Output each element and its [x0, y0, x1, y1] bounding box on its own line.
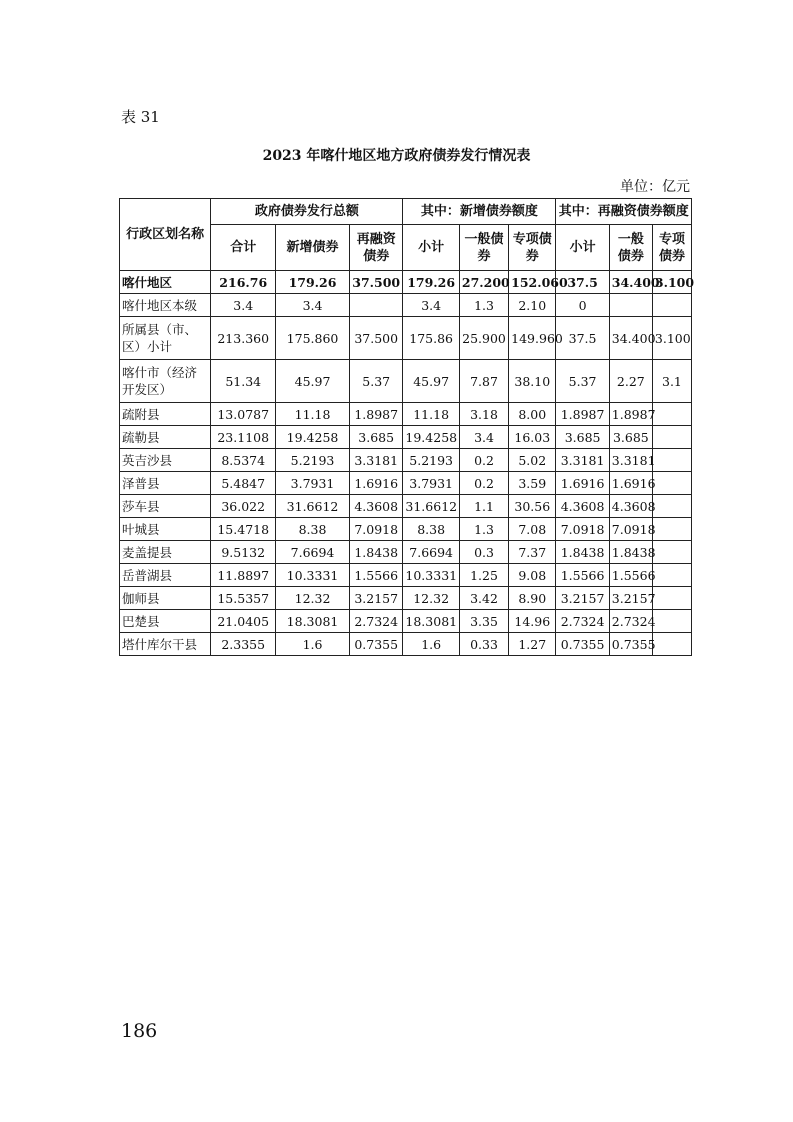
- value-cell: 1.6: [403, 633, 459, 656]
- value-cell: 3.2157: [556, 587, 609, 610]
- value-cell: 3.4: [211, 294, 276, 317]
- value-cell: 4.3608: [609, 495, 652, 518]
- value-cell: 7.0918: [349, 518, 402, 541]
- value-cell: [609, 294, 652, 317]
- table-row: [120, 518, 692, 541]
- value-cell: 15.5357: [211, 587, 276, 610]
- value-cell: 0.3: [459, 541, 508, 564]
- value-cell: [652, 564, 691, 587]
- value-cell: 16.03: [509, 426, 556, 449]
- value-cell: 45.97: [276, 360, 350, 403]
- value-cell: 3.35: [459, 610, 508, 633]
- value-cell: 1.6916: [349, 472, 402, 495]
- value-cell: 2.7324: [349, 610, 402, 633]
- value-cell: 5.4847: [211, 472, 276, 495]
- value-cell: 5.2193: [403, 449, 459, 472]
- header-new-special: 专项债券: [509, 225, 556, 271]
- value-cell: 4.3608: [349, 495, 402, 518]
- value-cell: 1.5566: [349, 564, 402, 587]
- value-cell: 3.685: [609, 426, 652, 449]
- value-cell: 37.5: [556, 317, 609, 360]
- value-cell: [652, 518, 691, 541]
- value-cell: 3.100: [652, 271, 691, 294]
- table-row: [120, 541, 692, 564]
- table-row: [120, 271, 692, 294]
- region-name-cell: 巴楚县: [120, 610, 211, 633]
- value-cell: 2.27: [609, 360, 652, 403]
- value-cell: 3.3181: [609, 449, 652, 472]
- value-cell: 1.6: [276, 633, 350, 656]
- value-cell: 5.37: [556, 360, 609, 403]
- value-cell: 11.18: [403, 403, 459, 426]
- value-cell: 1.25: [459, 564, 508, 587]
- value-cell: 179.26: [403, 271, 459, 294]
- value-cell: 23.1108: [211, 426, 276, 449]
- table-body: [120, 271, 695, 656]
- value-cell: 7.08: [509, 518, 556, 541]
- value-cell: 21.0405: [211, 610, 276, 633]
- table-row: [120, 294, 692, 317]
- value-cell: 3.100: [652, 317, 691, 360]
- region-name-cell: 喀什地区本级: [120, 294, 211, 317]
- value-cell: 19.4258: [276, 426, 350, 449]
- value-cell: 7.0918: [609, 518, 652, 541]
- header-group-total: 政府债券发行总额: [211, 199, 403, 225]
- header-group-refi: 其中：再融资债券额度: [556, 199, 692, 225]
- value-cell: [349, 294, 402, 317]
- header-new-general: 一般债券: [459, 225, 508, 271]
- value-cell: 1.5566: [609, 564, 652, 587]
- value-cell: 7.87: [459, 360, 508, 403]
- value-cell: 13.0787: [211, 403, 276, 426]
- value-cell: [652, 495, 691, 518]
- value-cell: 175.860: [276, 317, 350, 360]
- table-row: [120, 495, 692, 518]
- value-cell: 3.3181: [349, 449, 402, 472]
- value-cell: 27.200: [459, 271, 508, 294]
- header-total-sum: 合计: [211, 225, 276, 271]
- value-cell: [652, 403, 691, 426]
- table-row: [120, 403, 692, 426]
- value-cell: 34.400: [609, 271, 652, 294]
- value-cell: 8.38: [403, 518, 459, 541]
- value-cell: 0.2: [459, 449, 508, 472]
- value-cell: 0.7355: [609, 633, 652, 656]
- value-cell: 36.022: [211, 495, 276, 518]
- region-name-cell: 疏附县: [120, 403, 211, 426]
- value-cell: 37.500: [349, 317, 402, 360]
- value-cell: 1.8987: [609, 403, 652, 426]
- value-cell: 1.8987: [556, 403, 609, 426]
- region-name-cell: 英吉沙县: [120, 449, 211, 472]
- value-cell: 3.7931: [403, 472, 459, 495]
- value-cell: 3.3181: [556, 449, 609, 472]
- table-number: 表 31: [121, 108, 160, 126]
- value-cell: 45.97: [403, 360, 459, 403]
- value-cell: [652, 472, 691, 495]
- value-cell: 179.26: [276, 271, 350, 294]
- unit-label: 单位：亿元: [620, 179, 690, 195]
- region-name-cell: 叶城县: [120, 518, 211, 541]
- value-cell: 3.2157: [609, 587, 652, 610]
- value-cell: 0.7355: [349, 633, 402, 656]
- value-cell: [652, 449, 691, 472]
- value-cell: 12.32: [403, 587, 459, 610]
- value-cell: [652, 541, 691, 564]
- region-name-cell: 塔什库尔干县: [120, 633, 211, 656]
- value-cell: 1.8438: [609, 541, 652, 564]
- debt-issuance-table: [119, 198, 695, 656]
- value-cell: 37.500: [349, 271, 402, 294]
- value-cell: 15.4718: [211, 518, 276, 541]
- value-cell: 8.5374: [211, 449, 276, 472]
- value-cell: 5.02: [509, 449, 556, 472]
- header-total-new: 新增债券: [276, 225, 350, 271]
- value-cell: 30.56: [509, 495, 556, 518]
- value-cell: 1.3: [459, 294, 508, 317]
- table-row: [120, 360, 692, 403]
- value-cell: 3.59: [509, 472, 556, 495]
- value-cell: 34.400: [609, 317, 652, 360]
- value-cell: 5.37: [349, 360, 402, 403]
- value-cell: 3.1: [652, 360, 691, 403]
- value-cell: 18.3081: [276, 610, 350, 633]
- header-row-groups: [120, 199, 692, 225]
- value-cell: 8.00: [509, 403, 556, 426]
- value-cell: 0: [556, 294, 609, 317]
- value-cell: 10.3331: [276, 564, 350, 587]
- value-cell: 11.8897: [211, 564, 276, 587]
- value-cell: 7.6694: [403, 541, 459, 564]
- value-cell: 18.3081: [403, 610, 459, 633]
- value-cell: 216.76: [211, 271, 276, 294]
- value-cell: 51.34: [211, 360, 276, 403]
- value-cell: 1.8987: [349, 403, 402, 426]
- value-cell: 3.4: [403, 294, 459, 317]
- value-cell: 1.8438: [556, 541, 609, 564]
- table-row: [120, 564, 692, 587]
- value-cell: 10.3331: [403, 564, 459, 587]
- value-cell: 213.360: [211, 317, 276, 360]
- value-cell: 3.7931: [276, 472, 350, 495]
- value-cell: 31.6612: [403, 495, 459, 518]
- value-cell: 1.3: [459, 518, 508, 541]
- region-name-cell: 麦盖提县: [120, 541, 211, 564]
- header-refi-sub: 小计: [556, 225, 609, 271]
- value-cell: 0.2: [459, 472, 508, 495]
- value-cell: [652, 610, 691, 633]
- header-new-sub: 小计: [403, 225, 459, 271]
- value-cell: 31.6612: [276, 495, 350, 518]
- header-refi-general: 一般债券: [609, 225, 652, 271]
- table-row: [120, 587, 692, 610]
- value-cell: 3.18: [459, 403, 508, 426]
- value-cell: [652, 587, 691, 610]
- region-name-cell: 疏勒县: [120, 426, 211, 449]
- page-number: 186: [121, 1020, 158, 1042]
- value-cell: 25.900: [459, 317, 508, 360]
- value-cell: 7.37: [509, 541, 556, 564]
- value-cell: 5.2193: [276, 449, 350, 472]
- value-cell: 12.32: [276, 587, 350, 610]
- value-cell: 3.42: [459, 587, 508, 610]
- value-cell: 2.7324: [609, 610, 652, 633]
- value-cell: 1.1: [459, 495, 508, 518]
- value-cell: 2.3355: [211, 633, 276, 656]
- value-cell: 0.7355: [556, 633, 609, 656]
- value-cell: 1.6916: [556, 472, 609, 495]
- value-cell: 9.08: [509, 564, 556, 587]
- value-cell: 2.10: [509, 294, 556, 317]
- region-name-cell: 喀什地区: [120, 271, 211, 294]
- header-region: 行政区划名称: [120, 199, 211, 271]
- value-cell: 3.2157: [349, 587, 402, 610]
- region-name-cell: 岳普湖县: [120, 564, 211, 587]
- region-name-cell: 所属县（市、区）小计: [120, 317, 211, 360]
- header-refi-special: 专项债券: [652, 225, 691, 271]
- value-cell: 9.5132: [211, 541, 276, 564]
- value-cell: 149.960: [509, 317, 556, 360]
- table-title: 2023 年喀什地区地方政府债券发行情况表: [262, 148, 531, 164]
- value-cell: 152.060: [509, 271, 556, 294]
- region-name-cell: 伽师县: [120, 587, 211, 610]
- value-cell: 2.7324: [556, 610, 609, 633]
- value-cell: [652, 426, 691, 449]
- value-cell: 1.6916: [609, 472, 652, 495]
- table-row: [120, 426, 692, 449]
- region-name-cell: 莎车县: [120, 495, 211, 518]
- header-total-refi: 再融资债券: [349, 225, 402, 271]
- value-cell: 8.90: [509, 587, 556, 610]
- value-cell: 3.4: [459, 426, 508, 449]
- value-cell: 7.6694: [276, 541, 350, 564]
- table-row: [120, 317, 692, 360]
- value-cell: 8.38: [276, 518, 350, 541]
- value-cell: 4.3608: [556, 495, 609, 518]
- value-cell: 1.5566: [556, 564, 609, 587]
- value-cell: 3.4: [276, 294, 350, 317]
- value-cell: 19.4258: [403, 426, 459, 449]
- table-row: [120, 449, 692, 472]
- table-row: [120, 472, 692, 495]
- value-cell: 37.5: [556, 271, 609, 294]
- value-cell: 11.18: [276, 403, 350, 426]
- value-cell: 14.96: [509, 610, 556, 633]
- value-cell: 1.27: [509, 633, 556, 656]
- header-group-new: 其中：新增债券额度: [403, 199, 556, 225]
- region-name-cell: 喀什市（经济开发区）: [120, 360, 211, 403]
- region-name-cell: 泽普县: [120, 472, 211, 495]
- value-cell: 7.0918: [556, 518, 609, 541]
- value-cell: 38.10: [509, 360, 556, 403]
- value-cell: 1.8438: [349, 541, 402, 564]
- value-cell: 3.685: [556, 426, 609, 449]
- table-row: [120, 633, 692, 656]
- value-cell: 175.86: [403, 317, 459, 360]
- value-cell: 0.33: [459, 633, 508, 656]
- value-cell: [652, 294, 691, 317]
- value-cell: 3.685: [349, 426, 402, 449]
- value-cell: [652, 633, 691, 656]
- table-row: [120, 610, 692, 633]
